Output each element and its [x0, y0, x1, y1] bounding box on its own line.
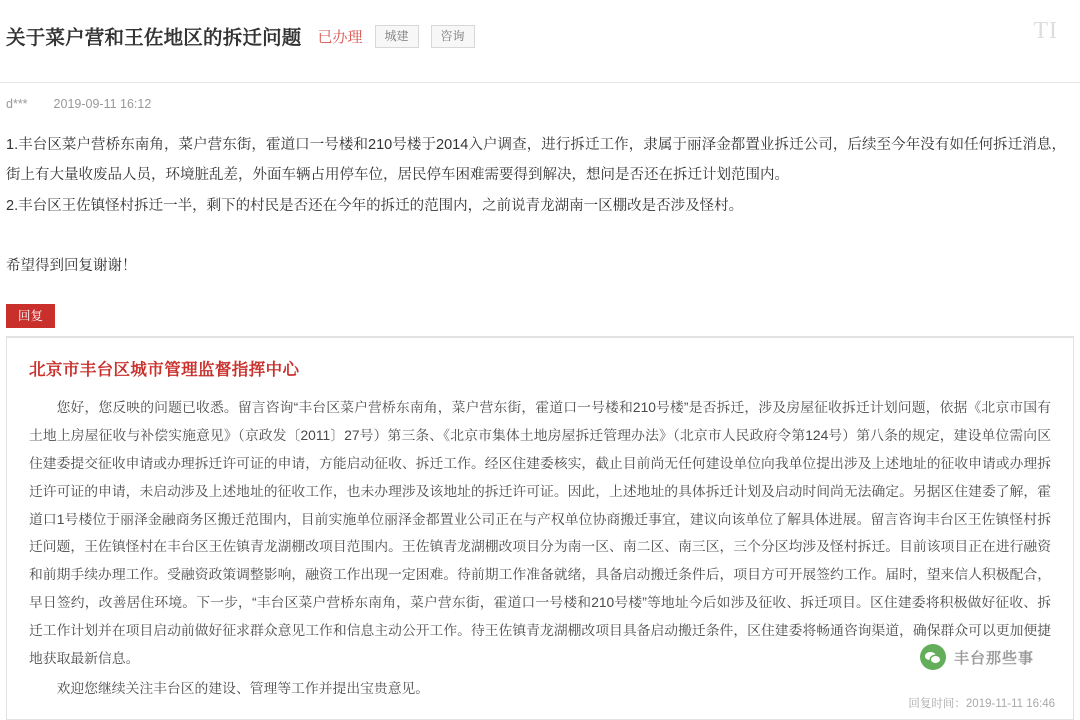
reply-timestamp: 回复时间：2019-11-11 16:46	[908, 697, 1055, 710]
reply-paragraph-1: 您好，您反映的问题已收悉。留言咨询“丰台区菜户营桥东南角，菜户营东街，霍道口一号楼和210号楼”是否拆迁，涉及房屋征收拆迁计划问题，依据《北京市国有土地上房屋征收与补偿实施意见》（京政发〔2011〕27号）第三条、《北京市集体土地房屋拆迁管理办法》（北京市人民政府令第124号）第八条的规定，建设单位需向区住建委提交征收申请或办理拆迁许可证的申请，方能启动征收、拆迁工作。经区住建委核实，截止目前尚无任何建设单位向我单位提出涉及上述地址的征收申请或办理拆迁许可证的申请，未启动涉及上述地址的征收工作，也未办理涉及该地址的拆迁许可证。因此，上述地址的具体拆迁计划及启动时间尚无法确定。另据区住建委了解，霍道口1号楼位于丽泽金融商务区搬迁范围内，目前实施单位丽泽金都置业公司正在与产权单位协商搬迁事宜，建议向该单位了解具体进展。留言咨询丰台区王佐镇怪村拆迁问题，王佐镇怪村在丰台区王佐镇青龙湖棚改项目范围内。王佐镇青龙湖棚改项目分为南一区、南二区、南三区，三个分区均涉及怪村拆迁。目前该项目正在进行融资和前期手续办理工作。受融资政策调整影响，融资工作出现一定困难。待前期工作准备就绪，具备启动搬迁条件后，项目方可开展签约工作。届时，望来信人积极配合，早日签约，改善居住环境。下一步，“丰台区菜户营桥东南角，菜户营东街，霍道口一号楼和210号楼”等地址今后如涉及征收、拆迁项目。区住建委将积极做好征收、拆迁工作计划并在项目启动前做好征求群众意见工作和信息主动公开工作。待王佐镇青龙湖棚改项目具备启动搬迁条件，区住建委将畅通咨询渠道，确保群众可以更加便捷地获取最新信息。	[29, 400, 1051, 666]
tag-type[interactable]: 咨询	[431, 25, 475, 48]
title-row	[6, 22, 1050, 50]
question-body	[0, 121, 1080, 290]
article-header	[0, 0, 1080, 83]
reply-label: 回复	[6, 304, 55, 328]
page-title: 关于菜户营和王佐地区的拆迁问题	[6, 27, 302, 49]
reply-body	[29, 394, 1051, 702]
status-badge: 已办理	[317, 28, 363, 46]
author-name: d***	[6, 97, 28, 111]
corner-watermark: TI	[1033, 18, 1058, 44]
question-closing: 希望得到回复谢谢！	[6, 258, 137, 275]
question-paragraph-2: 2.丰台区王佐镇怪村拆迁一半，剩下的村民是否还在今年的拆迁的范围内，之前说青龙湖南一区棚改是否涉及怪村。	[6, 198, 744, 215]
reply-organization: 北京市丰台区城市管理监督指挥中心	[29, 361, 300, 380]
article-meta	[0, 83, 1080, 121]
reply-paragraph-2: 欢迎您继续关注丰台区的建设、管理等工作并提出宝贵意见。	[56, 680, 430, 696]
reply-card	[6, 336, 1074, 719]
post-date: 2019-09-11 16:12	[53, 97, 152, 111]
question-paragraph-1: 1.丰台区菜户营桥东南角，菜户营东街，霍道口一号楼和210号楼于2014入户调查，进行拆迁工作，隶属于丽泽金都置业拆迁公司，后续至今年没有如任何拆迁消息，街上有大量收废品人员，环境脏乱差，外面车辆占用停车位，居民停车困难需要得到解决，想问是否还在拆迁计划范围内。	[6, 137, 1066, 183]
reply-label-row	[0, 290, 1080, 328]
wechat-account-name: 丰台那些事	[953, 649, 1034, 667]
tag-category[interactable]: 城建	[375, 25, 419, 48]
